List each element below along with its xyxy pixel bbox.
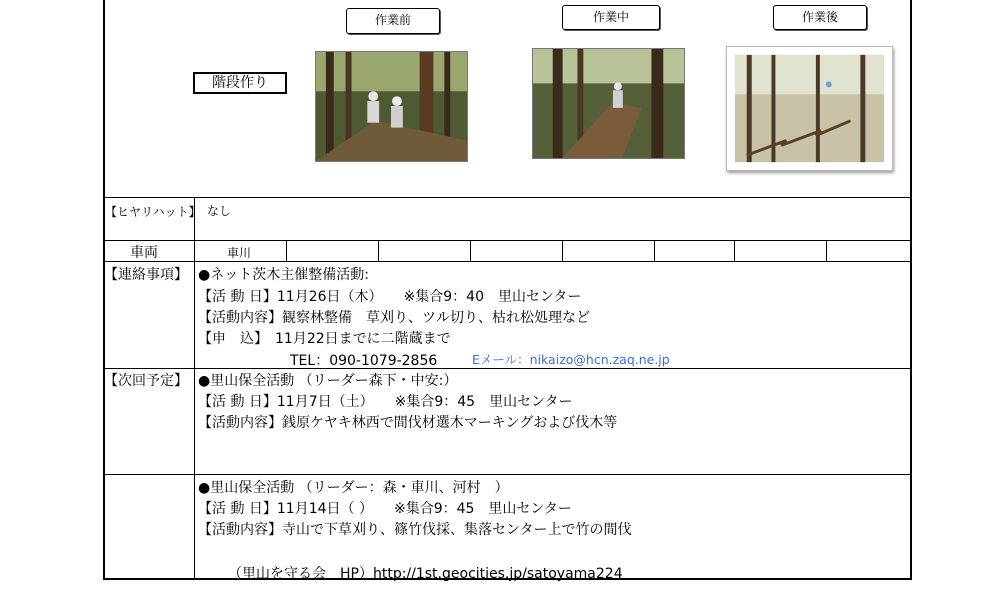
next-block1-line-3: 【活動内容】銭原ケヤキ林西で間伐材選木マーキングおよび伐木等 [198,415,618,431]
task-label: 階段作り [193,72,287,94]
after-label: 作業後 [773,5,867,30]
before-label: 作業前 [346,8,440,34]
contact-tel: TEL：090-1079-2856 [290,353,438,369]
homepage-footer[interactable]: （里山を守る会 HP）http://1st.geocities.jp/satoyama224 [228,566,623,582]
next-block1-line-1: ●里山保全活動 （リーダー森下・中安:） [198,373,458,389]
next-block2-line-3: 【活動内容】寺山で下草刈り、篠竹伐採、集落センター上で竹の間伐 [198,522,632,538]
contact-line-3: 【活動内容】観察林整備 草刈り、ツル切り、枯れ松処理など [198,310,590,326]
photo-before [315,51,468,162]
next-block1-line-2: 【活 動 日】11月7日（土） ※集合9：45 里山センター [198,394,573,410]
contact-line-1: ●ネット茨木主催整備活動: [198,267,369,283]
next-label: 【次回予定】 [104,373,188,389]
contact-line-4: 【申 込】 11月22日までに二階蔵まで [198,331,451,347]
hiyari-value: なし [207,204,232,218]
photo-after [726,46,893,171]
vehicle-label: 車両 [130,245,158,261]
next-block2-line-2: 【活 動 日】11月14日（ ） ※集合9：45 里山センター [198,501,572,517]
during-label: 作業中 [562,5,660,30]
contact-email[interactable]: Eメール：nikaizo@hcn.zaq.ne.jp [472,352,670,367]
vehicle-cell-1: 車川 [227,246,252,260]
hiyari-label: 【ヒヤリハット】 [105,205,201,219]
contact-line-2: 【活 動 日】11月26日（木） ※集合9：40 里山センター [198,289,582,305]
photo-during [532,48,685,159]
next-block2-line-1: ●里山保全活動 （リーダー：森・車川、河村 ） [198,480,509,496]
contact-label: 【連絡事項】 [104,267,188,283]
